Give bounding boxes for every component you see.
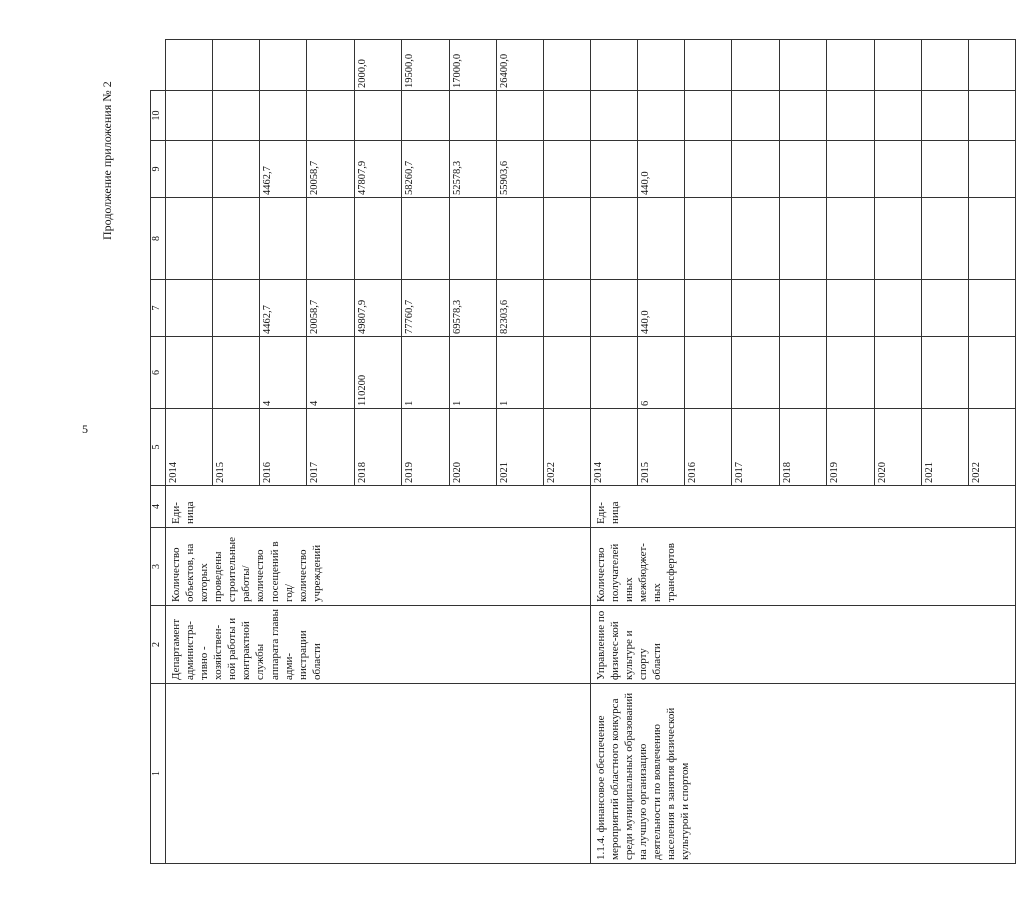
cell-value: [969, 337, 1015, 408]
cell-value: 20058,7: [307, 280, 354, 336]
cell-value: [544, 198, 590, 279]
cell-value: [307, 91, 354, 140]
unit-cell: [591, 486, 1016, 528]
year-value: 2014: [166, 409, 212, 485]
cell-value: [969, 141, 1015, 197]
executor-cell: [591, 606, 1016, 684]
year-value: 2018: [354, 409, 401, 485]
years-column-cell: [166, 409, 591, 486]
cell-value: [827, 40, 874, 90]
cell-value: [307, 40, 354, 90]
page-number: 5: [82, 422, 88, 436]
cell-value: [732, 198, 779, 279]
cell-value: [212, 198, 259, 279]
cell-value: [354, 198, 401, 279]
unit: Еди-ница: [595, 501, 622, 524]
cell-value: 69578,3: [449, 280, 496, 336]
cell-value: [591, 280, 637, 336]
cell-value: [496, 91, 543, 140]
cell-value: [874, 141, 921, 197]
cell-value: 82303,6: [496, 280, 543, 336]
year-value: 2016: [685, 409, 732, 485]
year-value: 2020: [874, 409, 921, 485]
cell-value: [779, 91, 826, 140]
cell-value: 4: [307, 337, 354, 408]
cell-value: [212, 280, 259, 336]
cell-value: [921, 337, 968, 408]
value-column-cell: [166, 337, 591, 409]
measure-name-cell: [166, 684, 591, 864]
cell-value: [166, 40, 212, 90]
cell-value: 6: [637, 337, 684, 408]
col-header: 2: [151, 606, 166, 684]
cell-value: 19500,0: [402, 40, 449, 90]
cell-value: [969, 280, 1015, 336]
cell-value: [921, 198, 968, 279]
cell-value: [212, 40, 259, 90]
cell-value: 440,0: [637, 141, 684, 197]
year-value: 2016: [260, 409, 307, 485]
measure-name: [166, 684, 172, 863]
unit-cell: [166, 486, 591, 528]
cell-value: 47807,9: [354, 141, 401, 197]
col-header: 5: [151, 409, 166, 486]
cell-value: [260, 40, 307, 90]
value-column-cell: [166, 141, 591, 198]
cell-value: 4462,7: [260, 280, 307, 336]
year-value: 2014: [591, 409, 637, 485]
cell-value: [969, 40, 1015, 90]
year-value: 2021: [921, 409, 968, 485]
cell-value: [685, 91, 732, 140]
cell-value: [637, 198, 684, 279]
cell-value: [496, 198, 543, 279]
cell-value: [921, 40, 968, 90]
value-column-cell: [591, 198, 1016, 280]
cell-value: [354, 91, 401, 140]
cell-value: 55903,6: [496, 141, 543, 197]
indicator-cell: [591, 528, 1016, 606]
cell-value: [166, 337, 212, 408]
cell-value: 20058,7: [307, 141, 354, 197]
value-column-cell: [166, 280, 591, 337]
value-column-cell: [166, 198, 591, 280]
cell-value: 440,0: [637, 280, 684, 336]
value-column-cell: [166, 40, 591, 91]
cell-value: [732, 141, 779, 197]
value-column-cell: [591, 337, 1016, 409]
rotated-table-wrapper: [150, 39, 983, 864]
cell-value: [260, 91, 307, 140]
cell-value: 1: [496, 337, 543, 408]
cell-value: [544, 40, 590, 90]
cell-value: [637, 40, 684, 90]
cell-value: [166, 198, 212, 279]
year-value: 2022: [971, 462, 983, 483]
col-header: 6: [151, 337, 166, 409]
table-row: [166, 40, 591, 864]
cell-value: [212, 141, 259, 197]
cell-value: [166, 91, 212, 140]
year-value: 2018: [779, 409, 826, 485]
appendix-heading: Продолжение приложения № 2: [100, 81, 114, 240]
executor: Управление по физичес-кой культуре и спорту области: [595, 610, 664, 680]
cell-value: [779, 280, 826, 336]
executor: Департамент администра-тивно - хозяйствен-ной работы и контрактной службы аппарата главы адми-нистрации области: [170, 609, 323, 680]
year-value: 2020: [449, 409, 496, 485]
cell-value: 4462,7: [260, 141, 307, 197]
cell-value: 1: [449, 337, 496, 408]
cell-value: [827, 198, 874, 279]
cell-value: [827, 280, 874, 336]
cell-value: [260, 198, 307, 279]
cell-value: [402, 91, 449, 140]
cell-value: [732, 337, 779, 408]
cell-value: [921, 91, 968, 140]
col-header: 9: [151, 141, 166, 198]
cell-value: 1: [402, 337, 449, 408]
cell-value: 4: [260, 337, 307, 408]
cell-value: [544, 91, 590, 140]
cell-value: [779, 337, 826, 408]
cell-value: [827, 91, 874, 140]
header-row: [151, 40, 166, 864]
cell-value: [921, 280, 968, 336]
cell-value: [591, 337, 637, 408]
cell-value: [874, 198, 921, 279]
cell-value: [544, 141, 590, 197]
year-value: 2022: [546, 462, 558, 483]
cell-value: 77760,7: [402, 280, 449, 336]
cell-value: [874, 280, 921, 336]
value-column-cell: [591, 280, 1016, 337]
executor-cell: [166, 606, 591, 684]
cell-value: [685, 280, 732, 336]
cell-value: [166, 141, 212, 197]
cell-value: [212, 337, 259, 408]
cell-value: [685, 198, 732, 279]
cell-value: 110200: [354, 337, 401, 408]
cell-value: [591, 198, 637, 279]
measure-name: 1.1.4. финансовое обеспечение мероприятий областного конкурса среди муниципальных образований на лучшую организацию деятельности по вовлечению населения в занятия физической культурой и спортом: [595, 692, 692, 860]
col-header: 7: [151, 280, 166, 337]
year-value: 2021: [496, 409, 543, 485]
table-row: [591, 40, 1016, 864]
year-value: 2015: [637, 409, 684, 485]
cell-value: 2000,0: [354, 40, 401, 90]
cell-value: [779, 198, 826, 279]
data-table: [150, 39, 1016, 864]
cell-value: [969, 198, 1015, 279]
cell-value: [732, 280, 779, 336]
col-header: 4: [151, 486, 166, 528]
cell-value: [166, 280, 212, 336]
cell-value: [827, 337, 874, 408]
cell-value: [779, 40, 826, 90]
cell-value: [732, 40, 779, 90]
cell-value: [732, 91, 779, 140]
cell-value: [874, 91, 921, 140]
year-value: 2017: [307, 409, 354, 485]
cell-value: [402, 198, 449, 279]
cell-value: [544, 337, 590, 408]
value-column-cell: [166, 91, 591, 141]
cell-value: [212, 91, 259, 140]
value-column-cell: [591, 40, 1016, 91]
col-header: 3: [151, 528, 166, 606]
cell-value: [685, 141, 732, 197]
cell-value: [874, 40, 921, 90]
cell-value: [591, 40, 637, 90]
cell-value: 49807,9: [354, 280, 401, 336]
indicator: Количество объектов, на которых проведены строительные работы/ количество посещений в год/ количество учреждений: [170, 536, 323, 602]
cell-value: [827, 141, 874, 197]
cell-value: [779, 141, 826, 197]
years-column-cell: [591, 409, 1016, 486]
col-header: 1: [151, 684, 166, 864]
indicator-cell: [166, 528, 591, 606]
cell-value: 52578,3: [449, 141, 496, 197]
cell-value: [685, 337, 732, 408]
cell-value: [544, 280, 590, 336]
value-column-cell: [591, 91, 1016, 141]
cell-value: [449, 198, 496, 279]
year-value: 2015: [212, 409, 259, 485]
cell-value: [307, 198, 354, 279]
year-value: 2019: [402, 409, 449, 485]
year-value: 2017: [732, 409, 779, 485]
cell-value: [969, 91, 1015, 140]
cell-value: 17000,0: [449, 40, 496, 90]
col-header: 8: [151, 198, 166, 280]
cell-value: [685, 40, 732, 90]
year-value: 2019: [827, 409, 874, 485]
cell-value: [449, 91, 496, 140]
unit: Еди-ница: [170, 501, 197, 524]
cell-value: 26400,0: [496, 40, 543, 90]
cell-value: [637, 91, 684, 140]
value-column-cell: [591, 141, 1016, 198]
cell-value: [591, 91, 637, 140]
cell-value: [874, 337, 921, 408]
cell-value: [591, 141, 637, 197]
indicator: Количество получателей иных межбюджет-ных трансфертов: [595, 543, 678, 602]
cell-value: 58260,7: [402, 141, 449, 197]
measure-name-cell: [591, 684, 1016, 864]
cell-value: [921, 141, 968, 197]
col-header: 10: [151, 91, 166, 141]
